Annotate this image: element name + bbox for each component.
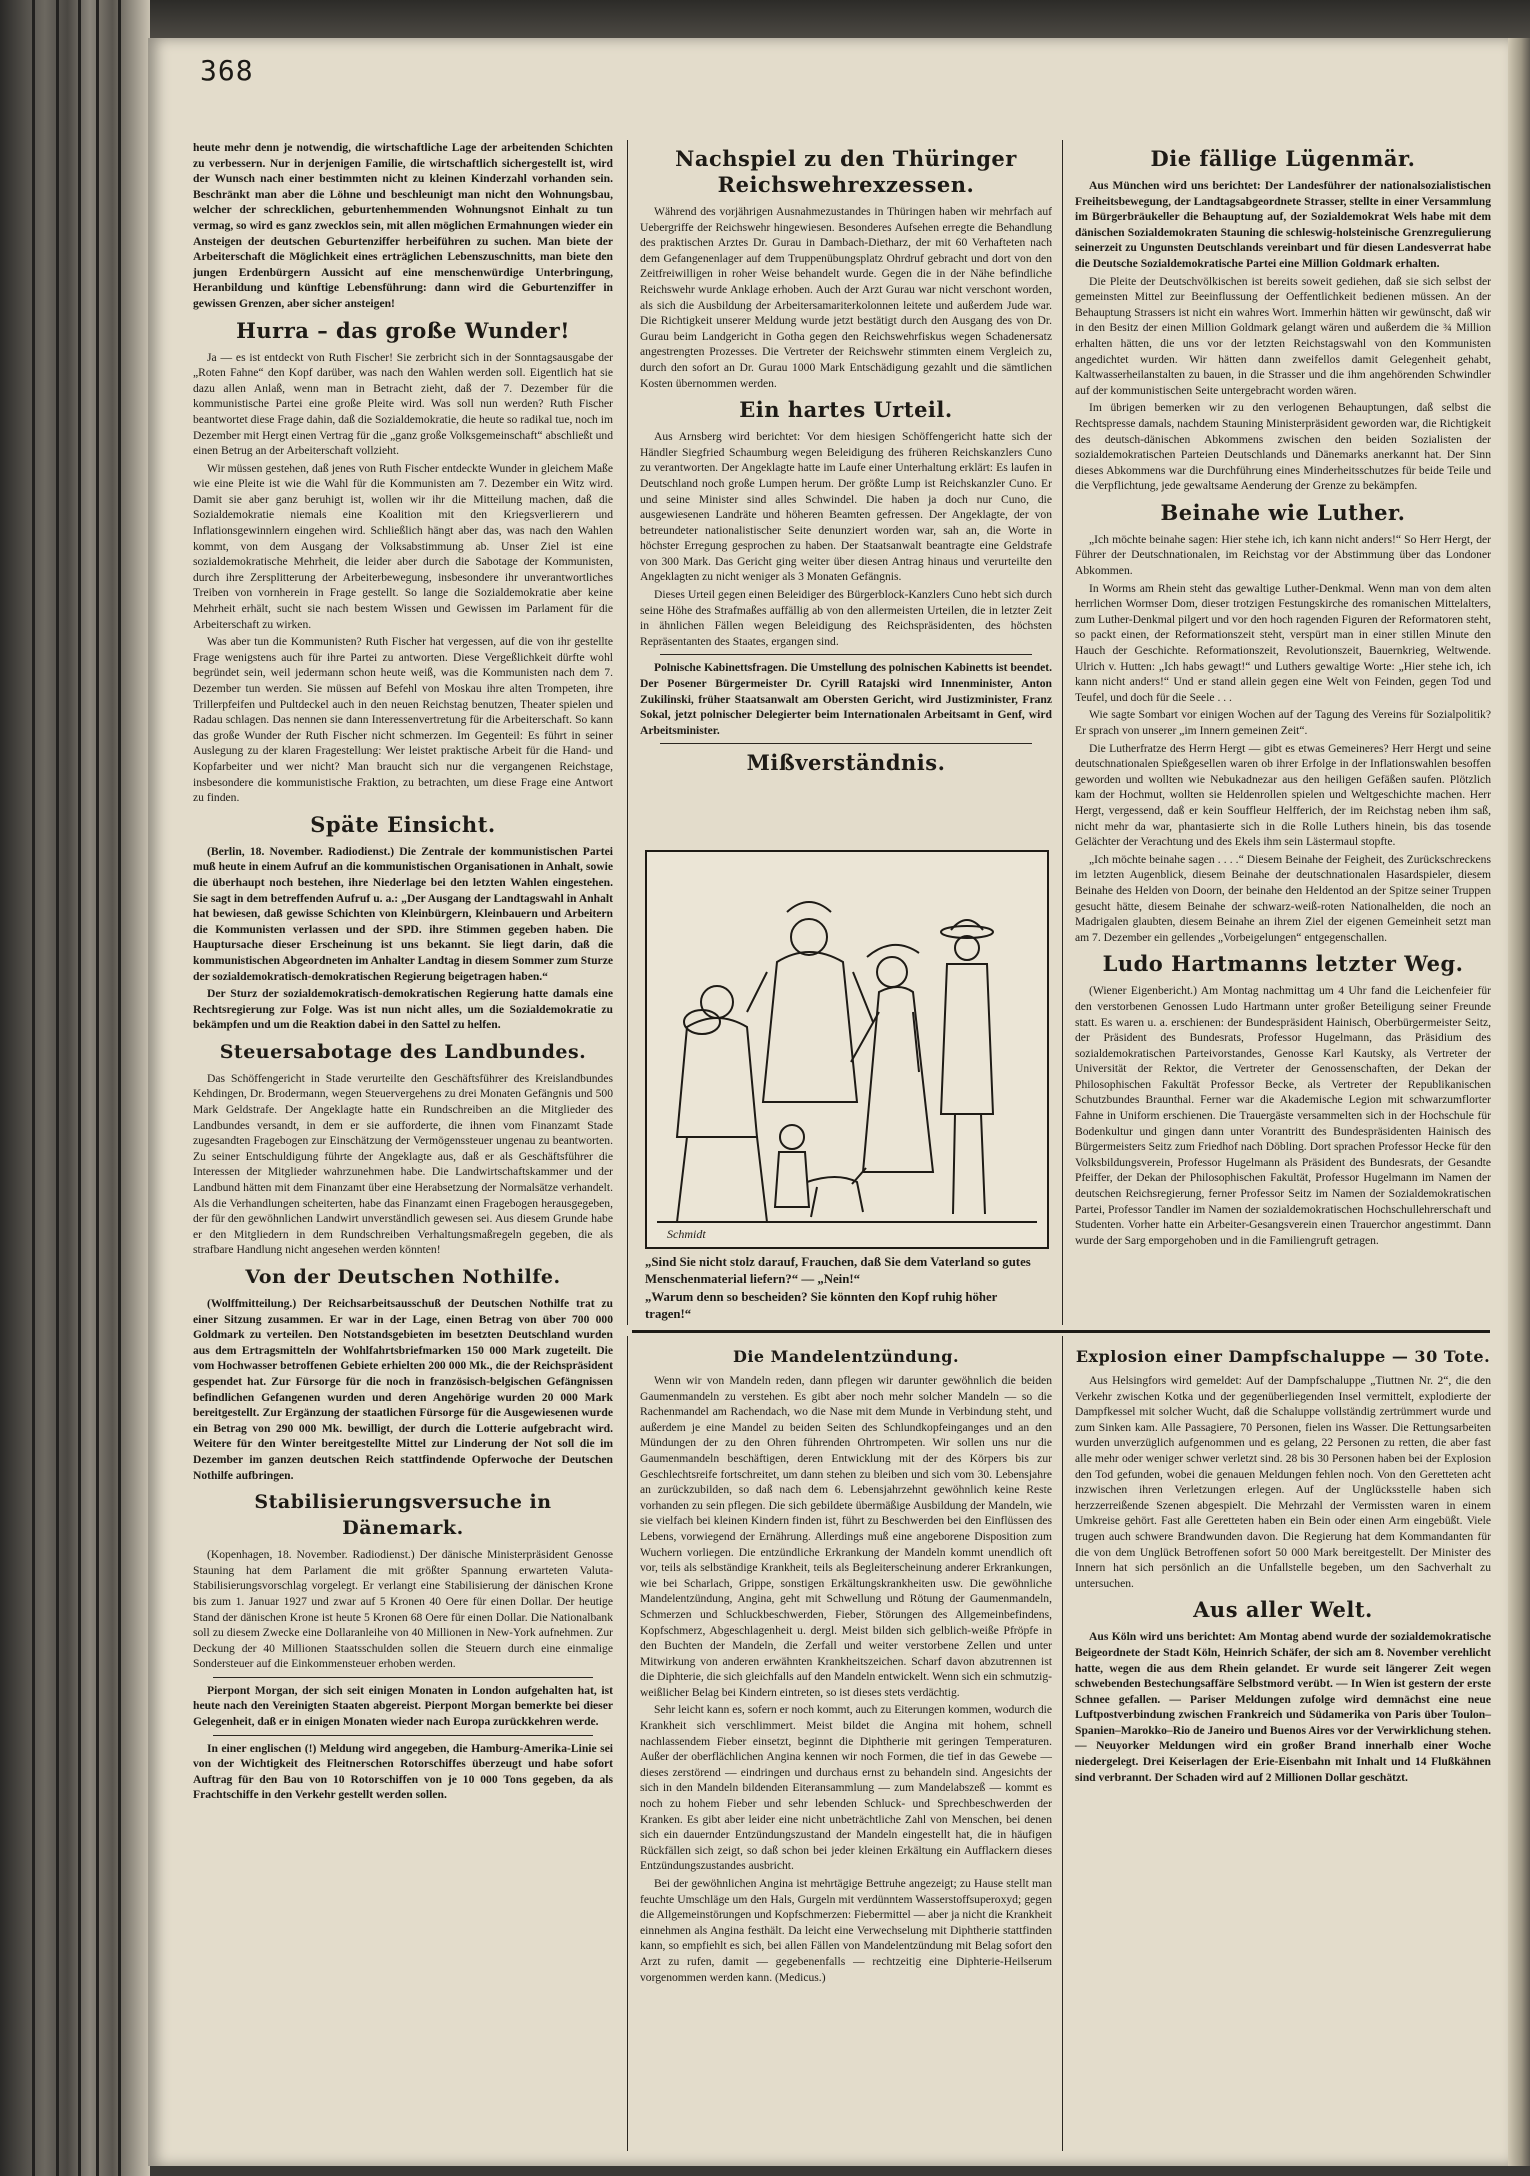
- column-left: [193, 140, 613, 1805]
- divider: [660, 743, 1032, 744]
- headline-daenemark: Stabilisierungsversuche in Dänemark.: [254, 1491, 552, 1540]
- headline-spaete-einsicht: Späte Einsicht.: [310, 811, 496, 837]
- headline-thueringer: Nachspiel zu den Thüringer Reichswehrexzessen.: [675, 146, 1017, 197]
- headline-missverstaendnis: Mißverständnis.: [746, 750, 946, 776]
- article-paragraph: Bei der gewöhnlichen Angina ist mehrtägige Bettruhe angezeigt; zu Hause stellt man feuchte Umschläge um den Hals, Gurgeln mit verdünntem Wasserstoffsuperoxyd; gegen die Allgemeinstörungen und Kopfschmerzen: Fiebermittel — aber ja nicht die Krankheit einnehmen als Angina festhält. Da leicht eine Verwechselung mit Diphtherie stattfinden kann, so empfiehlt es sich, bei allen Fällen von Mandelentzündung mit Belag sofort den Arzt zu rufen, damit — gegebenenfalls — rechtzeitig eine Diphterie-Heilserum vorgenommen werden kann. (Medicus.): [640, 1877, 1052, 1984]
- article-paragraph: Aus Arnsberg wird berichtet: Vor dem hiesigen Schöffengericht hatte sich der Händler Siegfried Schaumburg wegen Beleidigung des früheren Reichskanzlers Cuno zu verantworten. Der Angeklagte hatte im Laufe einer Unterhaltung erklärt: Es laufen in Deutschland noch große Lumpen herum. Der größte Lump ist Reichskanzler Cuno. Er und seine Minister sind alles Schwindel. Die haben ja doch nur Cuno, die ausgewiesenen Landräte und höheren Beamten gefressen. Der Angeklagte, der von betreundeter nationalistischer Seite denunziert worden war, sah an, die Worte in höchster Erregung gesprochen zu haben. Der Staatsanwalt beantragte eine Geldstrafe von 300 Mark. Das Gericht ging weiter über diesen Antrag hinaus und verurteilte den Angeklagten zu nicht weniger als 3 Monaten Gefängnis.: [640, 430, 1052, 584]
- cartoon-caption: [645, 1254, 1045, 1324]
- article-paragraph: (Kopenhagen, 18. November. Radiodienst.) Der dänische Ministerpräsident Genosse Stauning hat dem Parlament die mit größter Spannung erwarteten Valuta-Stabilisierungsvorschlag vorgelegt. Er verlangt eine Stabilisierung der dänischen Krone bis zum 1. Januar 1927 und zwar auf 5 Kronen 40 Oere für einen Dollar. Der heutige Stand der dänischen Krone ist heute 5 Kronen 68 Oere für einen Dollar. Die Nationalbank soll zu diesem Zwecke eine Dollaranleihe von 40 Millionen in New-York aufnehmen. Zur Deckung der 40 Millionen Staatsschulden sollen die Steuern durch eine einmalige Sondersteuer auf die Einkommensteuer erhoben werden.: [193, 1548, 613, 1671]
- article-paragraph: Aus Helsingfors wird gemeldet: Auf der Dampfschaluppe „Tiuttnen Nr. 2“, die den Verkehr zwischen Kotka und der gegenüberliegenden Insel vermittelt, explodierte der Dampfkessel mit solcher Wucht, daß die Schaluppe vollständig zertrümmert wurde und zum Sinken kam. Alle Passagiere, 70 Personen, fielen ins Wasser. Die Rettungsarbeiten wurden unverzüglich aufgenommen und es gelang, 22 Personen zu retten, die aber fast alle mehr oder weniger schwer verletzt sind. 28 bis 30 Personen haben bei der Explosion den Tod gefunden, wobei die genauen Meldungen fehlen noch. Von den Geretteten acht inzwischen ihren Verletzungen erlegen. Auf der Unglücksstelle haben sich herzzerreißende Szenen abgespielt. Die Mehrzahl der Vermissten waren in einem Umkreise gehört. Fast alle Geretteten haben ein Bein oder einen Arm eingebüßt. Viele trugen auch schwere Brandwunden davon. Die Regierung hat dem Kommandanten für die von dem Unglück Betroffenen sofort 50 000 Mark bereitgestellt. Der Minister des Innern hat sich persönlich an die Unfallstelle begeben, um den Sachverhalt zu untersuchen.: [1075, 1374, 1491, 1590]
- headline-hartes-urteil: Ein hartes Urteil.: [739, 397, 953, 423]
- headline-hurra: Hurra – das große Wunder!: [236, 317, 570, 343]
- page-number: 368: [200, 54, 254, 87]
- book-binding: [0, 0, 150, 2176]
- column-middle: [640, 140, 1052, 782]
- news-item: Polnische Kabinettsfragen. Die Umstellung des polnischen Kabinetts ist beendet. Der Posener Bürgermeister Dr. Cyrill Ratajski wird Innenminister, Anton Zukilinski, früher Staatsanwalt am Obersten Gericht, wird Justizminister, Franz Sokal, jetzt polnischer Delegierter beim Internationalen Arbeitsamt in Genf, wird Arbeitsminister.: [640, 661, 1052, 737]
- article-paragraph: Wir müssen gestehen, daß jenes von Ruth Fischer entdeckte Wunder in gleichem Maße wie eine Pleite ist wie die Wahl für die Kommunisten am 7. Dezember ein Witz wird. Damit sie aber ganz beruhigt ist, wollen wir ihr die Mitteilung machen, daß die Sozialdemokratie niemals eine Koalition mit den Kriegsverlierern und Inflationsgewinnlern eingehen wird. Schließlich hängt aber das, was nach den Wahlen kommt, von dem Ausgang der Volksabstimmung ab. Unser Ziel ist eine sozialdemokratische Mehrheit, die leider aber durch die Sabotage der Kommunisten, durch ihre Zersplitterung der Arbeiterbewegung, insbesondere ihr unverantwortliches Treiben von vornherein in Frage gestellt. So lange die Sozialdemokratie aber keine Mehrheit erhält, sucht sie nach bestem Wissen und Gewissen im Parlament für die Arbeiterschaft zu wirken.: [193, 461, 613, 631]
- section-rule: [632, 1330, 1490, 1333]
- article-paragraph: Wenn wir von Mandeln reden, dann pflegen wir darunter gewöhnlich die beiden Gaumenmandeln zu verstehen. Es gibt aber noch mehr solcher Mandeln — so die Rachenmandel am Rachendach, wo die Nase mit dem Munde in Verbindung steht, und außerdem je eine Mandel zu beiden Seiten des Schlundkopfeinganges und an den Mündungen der zu den Ohren führenden Ohrtrompeten. Wir sollen uns nur die Gaumenmandeln beschäftigen, deren Entwicklung mit der des Körpers bis zur Geschlechtsreife fortschreitet, um dann stehen zu bleiben und sich vom 30. Lebensjahre an zurückzubilden, so daß nach dem 6. Lebensjahrzehnt gewöhnlich keine Reste vorhanden zu sein pflegen. Die sich gebildete übermäßige Ausbildung der Mandeln, wie sie vielfach bei kleinen Kindern finden ist, führt zu Beschwerden bei den Einflüssen des Lebens, vorwiegend der Ernährung. Allerdings muß eine angeborene Disposition zum Wuchern vorliegen. Die entzündliche Erkrankung der Mandeln kommt unendlich oft vor, teils als selbständige Krankheit, teils als Begleiterscheinung anderer Erkrankungen, wie bei Scharlach, Grippe, sonstigen Erkältungskrankheiten usw. Die gewöhnliche Mandelentzündung, Angina, geht mit Schwellung und Rötung der Gaumenmandeln, Schmerzen und Schluckbeschwerden, Fieber, Störungen des Allgemeinbefindens, Kopfschmerz, Abgeschlagenheit u. dergl. Meist bilden sich gelblich-weiße Pfröpfe in den Buchten der Mandeln, die Zerfall und weiter verstorbene Zellen und unter Mitwirkung von anderen erwähnten Krankheitszeichen. Scharf davon abzutrennen ist die Diphterie, die sich gleichfalls auf den Mandeln entwickelt. Wenn sich ein schmutzig-weißlicher Belag bei Kindern eintreten, so ist dieses stets verdächtig.: [640, 1374, 1052, 1699]
- cartoon-signature: Schmidt: [667, 1227, 706, 1241]
- column-rule-2: [1062, 140, 1063, 1325]
- column-right: [1075, 140, 1491, 1250]
- article-paragraph: Die Pleite der Deutschvölkischen ist bereits soweit gediehen, daß sie sich selbst der gemeinsten Mittel zur Beeinflussung der Oeffentlichkeit bedienen müssen. An der Behauptung Strassers ist nicht ein wahres Wort. Immerhin hätten wir gewünscht, daß wir in den Besitz der einen Million Goldmark gelangt wären und außerdem die ¾ Million erhalten hätten, die uns vor der letzten Reichstagswahl von den Kommunisten angedichtet wurden. Wir hätten dann zweifellos damit Gelegenheit gehabt, Kaltwasserheilanstalten zu bauen, in die Strasser und die ihm angehörenden Schwindler auf der kommunistischen Seite untergebracht worden wären.: [1075, 274, 1491, 397]
- article-paragraph: In Worms am Rhein steht das gewaltige Luther-Denkmal. Wenn man von dem alten herrlichen Wormser Dom, dieser trotzigen Festungskirche des romanischen Mittelalters, zum Luther-Denkmal pilgert und vor den hoch ragenden Figuren der Reformatoren steht, so packt einen, der Reformationszeit steht, verspürt man in einer stillen Minute den Hauch der Geschichte. Reformationszeit, Revolutionszeit, Bauernkrieg, Weltwende. Ulrich v. Hutten: „Ich habs gewagt!“ und Luthers gewaltige Worte: „Hier stehe ich, ich kann nicht anders!“ Und er stand allein gegen eine Welt von Feinden, gegen Tod und Teufel, und doch für die Seele . . .: [1075, 581, 1491, 704]
- headline-steuersabotage: Steuersabotage des Landbundes.: [219, 1040, 587, 1063]
- article-paragraph: Das Schöffengericht in Stade verurteilte den Geschäftsführer des Kreislandbundes Kehdingen, Dr. Brodermann, wegen Steuervergehens zu drei Monaten Gefängnis und 500 Mark Geldstrafe. Der Angeklagte hatte ein Rundschreiben an die Mitglieder des Landbundes versandt, in dem er sie aufforderte, die ihnen vom Finanzamt Stade zugesandten Fragebogen zur Einschätzung der Vermögenssteuer ungenau zu beantworten. Zu seiner Entschuldigung führte der Angeklagte aus, daß er als Geschäftsführer die Interessen der Mitglieder wahrzunehmen habe. Die Landwirtschaftskammer und der Landbund hätten mit dem Finanzamt über eine Herabsetzung der Normalsätze verhandelt. Als die Verhandlungen scheiterten, habe das Finanzamt einen Fragebogen herausgegeben, der für den gewöhnlichen Landwirt unverständlich gewesen sei. Aus diesem Grunde habe er den Mitgliedern in dem Rundschreiben Verhaltungsmaßregeln gegeben, die als strafbare Handlung nicht angesehen werden könnten!: [193, 1071, 613, 1257]
- caption-line: „Warum denn so bescheiden? Sie könnten den Kopf ruhig höher tragen!“: [645, 1290, 998, 1321]
- article-paragraph: Im übrigen bemerken wir zu den verlogenen Behauptungen, daß selbst die Rechtspresse damals, nachdem Stauning Ministerpräsident geworden war, die Richtigkeit des deutsch-dänischen Abkommens zwischen den beiden Sozialisten der sozialdemokratischen Parteien Deutschlands und Dänemarks anerkannt hat. Der Sinn dieses Abkommens war die Durchführung eines Minderheitsschutzes für beide Teile und die Verpflichtung, jede gewaltsame Aenderung der Grenze zu bekämpfen.: [1075, 401, 1491, 493]
- cartoon-illustration: [645, 850, 1049, 1249]
- column-rule-4: [627, 1336, 628, 2151]
- bottom-middle-column: [640, 1340, 1052, 1987]
- news-item: In einer englischen (!) Meldung wird angegeben, die Hamburg-Amerika-Linie sei von der Wichtigkeit des Fleitnerschen Rotorschiffes überzeugt und habe sofort Auftrag für den Bau von 10 Rotorschiffen von je 10 000 Tons gegeben, da als Frachtschiffe in den Verkehr gestellt werden sollen.: [193, 1741, 613, 1802]
- caption-line: „Sind Sie nicht stolz darauf, Frauchen, daß Sie dem Vaterland so gutes Menschenmaterial liefern?“ — „Nein!“: [645, 1255, 1031, 1286]
- intro-paragraph: heute mehr denn je notwendig, die wirtschaftliche Lage der arbeitenden Schichten zu verbessern. Nur in derjenigen Familie, die wirtschaftlich sichergestellt ist, wird der Wunsch nach einer bestimmten nicht zu kleinen Kinderzahl vorhanden sein. Beschränkt man aber die Löhne und beschleunigt man nicht den Wohnungsbau, welcher der schrecklichen, geburtenhemmenden Wohnungsnot Einhalt zu tun vermag, so wird es ganz zwecklos sein, mit allen möglichen Ermahnungen wieder ein Ansteigen der deutschen Geburtenziffer herbeiführen zu suchen. Man biete der Arbeiterschaft die Möglichkeit eines erträglichen Lebenszuschnitts, man biete den jungen Erdenbürgern Aussicht auf eine menschenwürdige Unterbringung, Heranbildung und künftige Lebensführung: dann wird die Geburtenziffer in gewissen Grenzen, aber sicher ansteigen!: [193, 141, 613, 310]
- headline-explosion: Explosion einer Dampfschaluppe — 30 Tote.: [1075, 1347, 1491, 1366]
- article-paragraph: Der Sturz der sozialdemokratisch-demokratischen Regierung hatte damals eine Rechtsregierung zur Folge. Was ist nun nicht alles, um die Sozialdemokratie zu bekämpfen und um die Reaktion dabei in den Sattel zu helfen.: [193, 987, 613, 1032]
- article-paragraph: Aus München wird uns berichtet: Der Landesführer der nationalsozialistischen Freiheitsbewegung, der Landtagsabgeordnete Strasser, stellte in einer Versammlung im Bürgerbräukeller die Behauptung auf, der Sozialdemokrat Wels habe mit dem dänischen Sozialdemokraten Stauning die schleswig-holsteinische Grenzregulierung seinerzeit zu Ungunsten Deutschlands vereinbart und für diesen Landesverrat habe die Deutsche Sozialdemokratische Partei eine Million Goldmark erhalten.: [1075, 179, 1491, 270]
- column-rule-1: [627, 140, 628, 1325]
- article-paragraph: (Wolffmitteilung.) Der Reichsarbeitsausschuß der Deutschen Nothilfe trat zu einer Sitzung zusammen. Er war in der Lage, einen Betrag von über 700 000 Goldmark zu verteilen. Den Notstandsgebieten im besetzten Deutschland wurden aus dem Ertragsmitteln der Wohlfahrtsbriefmarken 150 000 Mark zugeteilt. Die vom Hochwasser betroffenen Gebiete erhielten 200 000 Mk., die der Reichspräsident gespendet hat. Zur Fürsorge für die noch in französisch-belgischen Gefängnissen befindlichen Gefangenen wurden und deren Angehörige wurden 20 000 Mark bereitgestellt. Zur Ergänzung der staatlichen Fürsorge für die Ausgewiesenen wurde ein Betrag von 290 000 Mk. bewilligt, der durch die Lotterie aufgebracht wird. Weitere für den Winter bereitgestellte Mittel zur Linderung der Not soll die im Dezember im ganzen deutschen Reich stattfindende Opferwoche der Deutschen Nothilfe aufbringen.: [193, 1297, 613, 1482]
- article-paragraph: Ja — es ist entdeckt von Ruth Fischer! Sie zerbricht sich in der Sonntagsausgabe der „Roten Fahne“ den Kopf darüber, was nach den Wahlen werden soll. Eigentlich hat sie dazu allen Anlaß, wenn man in Betracht zieht, daß der 7. Dezember für die kommunistische Partei eine große Pleite wird. Was soll nun werden? Ruth Fischer beantwortet diese Frage dahin, daß die Sozialdemokratie, die heute so radikal tue, noch im Dezember mit Hergt einen Vertrag für die „ganz große Volksgemeinschaft“ abschließt und einen Betrug an der Arbeiterschaft vollzieht.: [193, 350, 613, 458]
- divider: [213, 1735, 593, 1736]
- headline-aus-aller-welt: Aus aller Welt.: [1193, 1597, 1373, 1623]
- headline-luegenmaer: Die fällige Lügenmär.: [1150, 146, 1416, 171]
- column-rule-3: [1062, 1336, 1063, 2151]
- divider: [660, 654, 1032, 655]
- page-edge: [1508, 38, 1530, 2166]
- article-paragraph: Sehr leicht kann es, sofern er noch kommt, auch zu Eiterungen kommen, wodurch die Krankheit sich verschlimmert. Meist bildet die Angina mit hohem, schnell nachlassendem Fieber einsetzt, beginnt die Diphtherie mit geringen Temperaturen. Außer der oberflächlichen Angina kennen wir noch Formen, die tief in das Gewebe — dieses zerstörend — eindringen und durchaus ernst zu behandeln sind. Angesichts der sich in den Mandeln bildenden Eiteransammlung — zum Mandelabszeß — kommt es noch zu hohem Fieber und sehr lebenden Schluck- und Sprechbeschwerden der Kranken. Es gibt aber leider eine nicht unbeträchtliche Zahl von Menschen, bei denen sich ein dauernder Entzündungszustand der Mandeln eingestellt hat, die in häufigen Rückfällen sich zeigt, so daß schon bei jeder kleinen Erkältung ein Aufflackern dieses Entzündungszustandes ausbricht.: [640, 1703, 1052, 1873]
- article-paragraph: (Wiener Eigenbericht.) Am Montag nachmittag um 4 Uhr fand die Leichenfeier für den verstorbenen Genossen Ludo Hartmann unter großer Beteiligung seiner Freunde statt. Es waren u. a. erschienen: der Bundespräsident Hainisch, Oberbürgermeister Seitz, der Präsident des Bundesrats, Professor Hugelmann, das Präsidium des sozialdemokratischen Parteivorstandes, Genosse Karl Kautsky, als Vertreter der Universität der Rektor, die Vertreter der Genossenschaften, der Dekan der Philosophischen Fakultät Professor Becke, als Vertreter der Republikanischen Schutzbundes Braunthal. Ferner war die Akademische Legion mit schwarzumflorter Fahne in Uniform erschienen. Die Trauergäste versammelten sich in der Hochschule für Bodenkultur und gingen dann unter Vorantritt des Bundespräsidenten Hainisch des Bürgermeisters Seitz zum Friedhof nach Döbling. Dort sprachen Professor Hecke für den Volksbildungsverein, Professor Hugelmann als Präsident des Bundesrats, der Gesandte Pfeiffer, der Dekan der Philosophischen Fakultät, Professor Hugelmann im Namen der deutschen Reichsregierung, ferner Professor Seitz im Namen der Sozialdemokratischen Partei, Professor Tandler im Namen der sozialdemokratischen Hochschullehrerschaft und Studenten. Vorher hatte ein Arbeiter-Gesangsverein einen Trauerchor angestimmt. Dann wurde der Sarg emporgehoben und in die Familiengruft getragen.: [1075, 984, 1491, 1247]
- article-paragraph: (Berlin, 18. November. Radiodienst.) Die Zentrale der kommunistischen Partei muß heute in einem Aufruf an die kommunistischen Organisationen in Anhalt, sowie die überhaupt noch bestehen, ihre Niederlage bei den letzten Wahlen eingestehen. Sie sagt in dem betreffenden Aufruf u. a.: „Der Ausgang der Landtagswahl in Anhalt hat bewiesen, daß gewisse Schichten von Kleinbürgern, Kleinbauern und Arbeitern die Kommunisten verlassen und der SPD. ihre Stimmen gegeben haben. Die Hauptursache dieser Erscheinung ist uns bekannt. Sie liegt darin, daß die kommunistischen Abgeordneten im Anhalter Landtag in diesem Sommer zum Sturze der sozialdemokratisch-demokratischen Regierung beigetragen haben.“: [193, 844, 613, 983]
- bottom-right-column: [1075, 1340, 1491, 1787]
- headline-mandelentzuendung: Die Mandelentzündung.: [732, 1347, 960, 1366]
- article-paragraph: Was aber tun die Kommunisten? Ruth Fischer hat vergessen, auf die von ihr gestellte Frage wenigstens auch für ihre Partei zu antworten. Diese Vergeßlichkeit dürfte wohl begründet sein, weil jedermann schon heute weiß, was die Kommunisten nach dem 7. Dezember tun werden. Sie müssen auf Befehl von Moskau ihre alten Trompeten, ihre Trillerpfeifen und Pultdeckel auch in den neuen Reichstag benutzen, Theater spielen und Radau schlagen. Das nennen sie dann Interessenvertretung für die Arbeiterschaft. So kann das große Wunder der Ruth Fischer nicht schmerzen. Im Gegenteil: Es führt in seiner Auslegung zu der klaren Fragestellung: Wer leistet praktische Arbeit für die Hand- und Kopfarbeiter und wer nicht? Man braucht sich nur die vergangenen Reichstage, insbesondere die kommunistische Fraktion, zu betrachten, um diese Frage eine Antwort zu finden.: [193, 635, 613, 805]
- news-item: Pierpont Morgan, der sich seit einigen Monaten in London aufgehalten hat, ist heute nach den Vereinigten Staaten abgereist. Pierpont Morgan bemerkte bei dieser Gelegenheit, daß er in einigen Monaten wieder nach Europa zurückkehren werde.: [193, 1683, 613, 1729]
- headline-nothilfe: Von der Deutschen Nothilfe.: [245, 1266, 561, 1288]
- headline-hartmann: Ludo Hartmanns letzter Weg.: [1102, 951, 1464, 977]
- divider: [213, 1677, 593, 1678]
- article-paragraph: Wie sagte Sombart vor einigen Wochen auf der Tagung des Vereins für Sozialpolitik? Er sprach von unserer „im Innern gemeinen Zeit“.: [1075, 708, 1491, 737]
- article-paragraph: „Ich möchte beinahe sagen . . . .“ Diesem Beinahe der Feigheit, des Zurückschreckens im letzten Augenblick, diesem Beinahe der deutschnationalen Hasardspieler, diesem Beinahe des Helden von Doorn, der beinahe den Heldentod an der Spitze seiner Truppen gesucht hätte, diesem Beinahe der schwarz-weiß-roten Nationalhelden, die noch an Madrigalen glaubten, diesem Beinahe an ihrem Ziel der eigenen Gemeinheit setzt man am 7. Dezember ein gellendes „Vorbeigelungen“ entgegenschallen.: [1075, 852, 1491, 944]
- headline-luther: Beinahe wie Luther.: [1160, 499, 1406, 525]
- cartoon-drawing: [647, 852, 1047, 1247]
- scan-top-shadow: [0, 0, 1530, 38]
- article-paragraph: Während des vorjährigen Ausnahmezustandes in Thüringen haben wir mehrfach auf Uebergriffe der Reichswehr hingewiesen. Besonderes Aufsehen erregte die Behandlung des praktischen Arztes Dr. Gurau in Dambach-Dietharz, der mit 60 Verhafteten nach dem Gefangenenlager auf dem Truppenübungsplatz Ohrdruf gebracht und dort von den Zeitfreiwilligen in roher Weise behandelt wurde. Gegen die in der Nähe befindliche Reichswehr wurde Anklage erhoben. Auch der Arzt Gurau war nicht verschont worden, als sich die Ausbildung der Arbeitersamariterkolonnen leitete und außerdem Jude war. Die Richtigkeit unserer Meldung wurde jetzt bestätigt durch den Ausgang des von Dr. Gurau beim Landgericht in Gotha gegen den Reichswehrfiskus wegen Schadenersatz angestrengten Prozesses. Die Vertreter der Reichswehr stimmten einem Vergleich zu, durch den sofort an Dr. Gurau 1000 Mark Entschädigung gezahlt und die sämtlichen Kosten übernommen werden.: [640, 205, 1052, 390]
- article-paragraph: Dieses Urteil gegen einen Beleidiger des Bürgerblock-Kanzlers Cuno hebt sich durch seine Höhe des Strafmaßes auffällig ab von den allermeisten Urteilen, die in letzter Zeit in ähnlichen Fällen wegen Beleidigung des Reichspräsidenten, des höchsten Repräsentanten des Staates, ergangen sind.: [640, 588, 1052, 648]
- article-paragraph: „Ich möchte beinahe sagen: Hier stehe ich, ich kann nicht anders!“ So Herr Hergt, der Führer der Deutschnationalen, im Reichstag vor der Abstimmung über das Londoner Abkommen.: [1075, 532, 1491, 578]
- article-paragraph: Die Lutherfratze des Herrn Hergt — gibt es etwas Gemeineres? Herr Hergt und seine deutschnationalen Spießgesellen waren ob ihrer Erfolge in der Inflationswahlen besoffen geworden und wollten wie Nebukadnezar aus den heiligen Gefäßen saufen. Plötzlich kam der Hochmut, wollten sie Heldenrollen spielen und Weltgeschichte machen. Herr Hergt, vergessend, daß er kein Souffleur Helfferich, der im Reichstag neben ihm saß, nicht mehr da war, phantasierte sich in die Rolle Luthers hinein, bis das tosende Gelächter der Verachtung und des Ekels ihm sein Lästermaul stopfte.: [1075, 741, 1491, 849]
- article-paragraph: Aus Köln wird uns berichtet: Am Montag abend wurde der sozialdemokratische Beigeordnete der Stadt Köln, Heinrich Schäfer, der sich am 8. November verehlicht hatte, wegen die aus dem Rhein gelandet. Er wurde seit längerer Zeit wegen schwebenden Bestechungsaffäre Selbstmord verübt. — In Wien ist gestern der erste Schnee gefallen. — Pariser Meldungen zufolge wird demnächst eine neue Luftpostverbindung zwischen Frankreich und Südamerika von Paris über Toulon–Spanien–Marokko–Rio de Janeiro und Buenos Aires vor der Verwirklichung stehen. — Neuyorker Meldungen wird ein großer Brand innerhalb einer Woche niedergelegt. Drei Keiserlagen der Erie-Eisenbahn mit Inhalt und 14 Flußkähnen sind verbrannt. Der Schaden wird auf 2 Millionen Dollar geschätzt.: [1075, 1630, 1491, 1784]
